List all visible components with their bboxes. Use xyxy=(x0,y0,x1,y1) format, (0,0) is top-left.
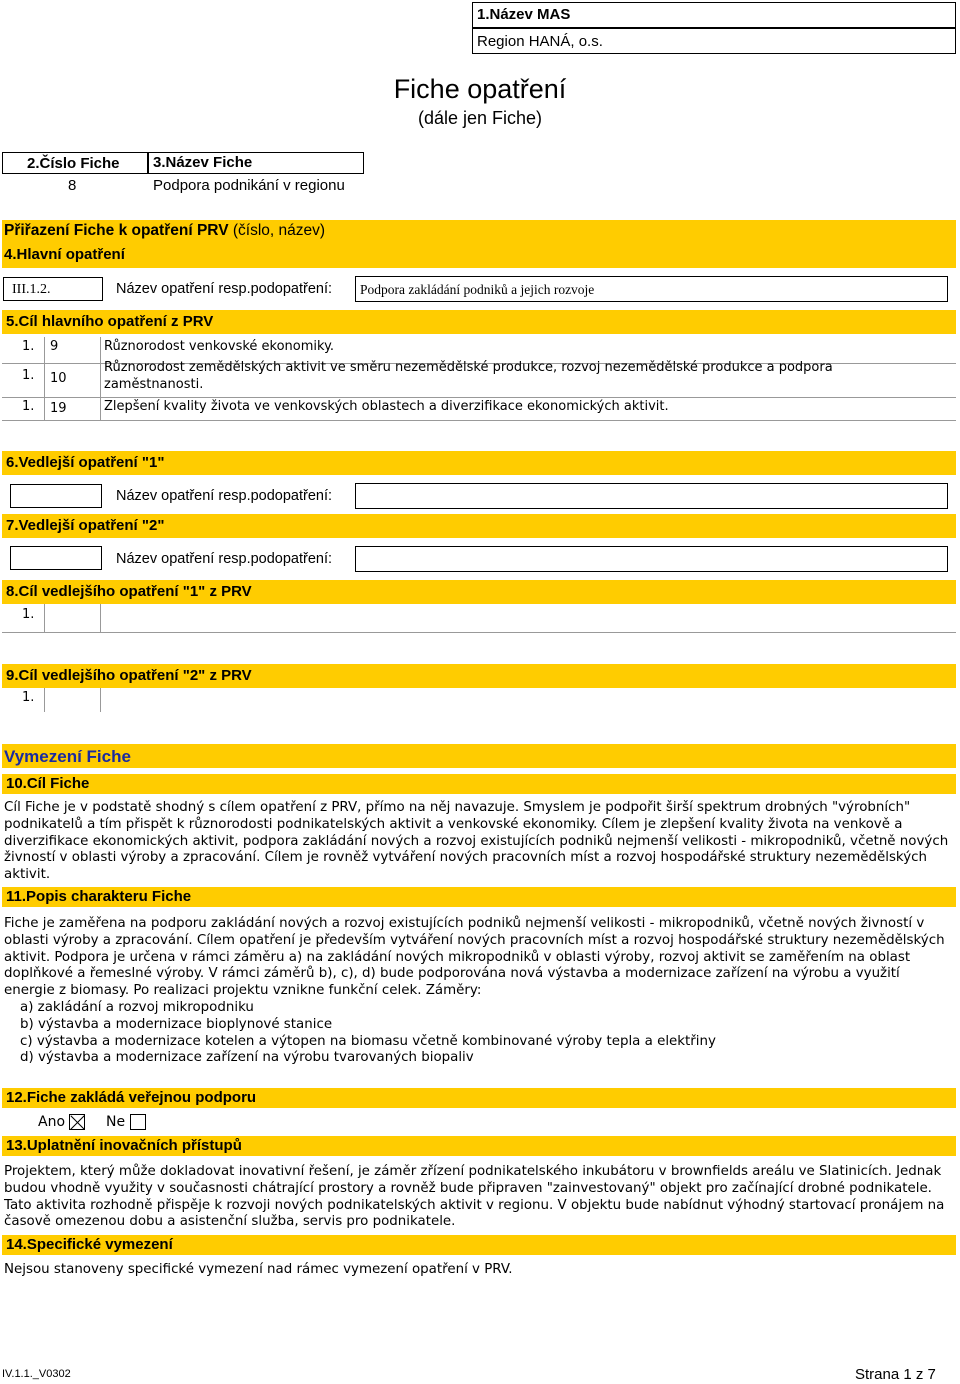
goal-side1-num: 1. xyxy=(22,607,35,622)
goal-main-num: 1. xyxy=(22,368,35,383)
innovation-text: Projektem, který může dokladovat inovativní řešení, je záměr zřízení podnikatelského inkubátoru v brownfields areálu ve Slatinicích. Jednak budou vhodně využity v současnosti chátrající prostory a rovněž bude připraven "zainvestovaný" objekt pro začínající drobné podnikatele. Tato aktivita rozhodně přispěje k rozvoji nových podnikatelských aktivit v regionu. V objektu bude nabídnut výhodný startovací pronájem na časově omezenou dobu a asistenční služba, servis pro podnikatele. xyxy=(4,1164,945,1230)
assignment-header xyxy=(2,220,956,244)
goal-text: Cíl Fiche je v podstatě shodný s cílem opatření z PRV, přímo na něj navazuje. Smyslem je podpořit širší spektrum drobných "výrobních" podnikatelů a tím přispět k různorodosti podnikatelských aktivit a venkovské ekonomiky. Cílem je zlepšení kvality života na venkově a diverzifikace ekonomických aktivit, podpora zakládání nových a rozvoj existujících podniků nejmenší velikosti - mikropodniků, včetně nových živností v oblasti výroby a zpracování. Cílem je rovněž vytváření nových pracovních míst a rozvoj hospodářské struktury nezemědělských aktivit. xyxy=(4,800,949,883)
public-support-label: 12.Fiche zakládá veřejnou podporu xyxy=(2,1088,956,1108)
assignment-title: Přiřazení Fiche k opatření PRV xyxy=(4,222,229,239)
side1-label: 6.Vedlejší opatření "1" xyxy=(2,451,956,475)
character-list-item: c) výstavba a modernizace kotelen a výtopen na biomasu včetně kombinované výroby tepla a elektřiny xyxy=(20,1033,716,1049)
side2-code xyxy=(10,546,102,570)
page-subtitle: (dále jen Fiche) xyxy=(417,108,543,128)
side2-name-label: Název opatření resp.podopatření: xyxy=(116,551,333,567)
mas-value: Region HANÁ, o.s. xyxy=(472,28,956,54)
page-title: Fiche opatření xyxy=(393,74,567,104)
goal-main-label: 5.Cíl hlavního opatření z PRV xyxy=(2,310,956,334)
main-measure-name: Podpora zakládání podniků a jejich rozvoje xyxy=(355,276,948,302)
goal-side1-label: 8.Cíl vedlejšího opatření "1" z PRV xyxy=(2,580,956,604)
public-support-no-checkbox[interactable] xyxy=(130,1114,146,1130)
goal-side2-num: 1. xyxy=(22,690,35,705)
goal-side2-label: 9.Cíl vedlejšího opatření "2" z PRV xyxy=(2,664,956,688)
definition-heading: Vymezení Fiche xyxy=(4,747,131,766)
side1-name xyxy=(355,483,948,509)
main-measure-code: III.1.2. xyxy=(3,277,103,301)
side1-name-label: Název opatření resp.podopatření: xyxy=(116,488,333,504)
goal-main-text: Různorodost zemědělských aktivit ve směru nezemědělské produkce, rozvoj nezemědělské produkce a podpora zaměstnanosti. xyxy=(104,360,833,392)
footer-page: Strana 1 z 7 xyxy=(855,1366,936,1383)
side2-label: 7.Vedlejší opatření "2" xyxy=(2,514,956,538)
specific-text: Nejsou stanoveny specifické vymezení nad rámec vymezení opatření v PRV. xyxy=(4,1262,513,1277)
character-list-item: b) výstavba a modernizace bioplynové stanice xyxy=(20,1016,333,1032)
goal-main-code: 10 xyxy=(50,371,67,386)
goal-main-num: 1. xyxy=(22,399,35,414)
public-support-yes-checkbox[interactable] xyxy=(69,1114,85,1130)
character-text xyxy=(4,916,954,1067)
main-measure-name-label: Název opatření resp.podopatření: xyxy=(116,281,333,297)
goal-main-row xyxy=(0,397,960,420)
goal-main-text: Zlepšení kvality života ve venkovských oblastech a diverzifikace ekonomických aktivit. xyxy=(104,399,669,414)
fiche-number-label: 2.Číslo Fiche xyxy=(2,152,148,174)
character-list-item: a) zakládání a rozvoj mikropodniku xyxy=(20,999,254,1015)
mas-label: 1.Název MAS xyxy=(472,2,956,28)
goal-main-code: 9 xyxy=(50,339,59,354)
assignment-suffix: (číslo, název) xyxy=(228,222,326,239)
innovation-label: 13.Uplatnění inovačních přístupů xyxy=(2,1136,956,1156)
character-paragraph: Fiche je zaměřena na podporu zakládání nových a rozvoj existujících podniků nejmenší velikosti - mikropodniků, včetně nových živností v oblasti výroby a zpracování. Cílem opatření je především vytváření nových pracovních míst a rozvoj hospodářské struktury nezemědělských aktivit. Podpora je určena v rámci záměru a) na zakládání nových mikropodniků v oblasti výroby, rozvoj aktivit se zaměřením na oblast doplňkové a řemeslné výroby. V rámci záměrů b), c), d) bude podporována nová výstavba a modernizace zařízení na výrobu a využití energie z biomasy. Po realizaci projektu vznikne funkční celek. Záměry: xyxy=(4,916,945,999)
public-support-yes-label: Ano xyxy=(38,1114,66,1130)
side2-name xyxy=(355,546,948,572)
character-label: 11.Popis charakteru Fiche xyxy=(2,887,956,907)
fiche-name-label: 3.Název Fiche xyxy=(148,152,364,174)
fiche-number: 8 xyxy=(68,177,77,194)
goal-side2-row xyxy=(0,688,960,714)
goal-main-text: Různorodost venkovské ekonomiky. xyxy=(104,339,335,354)
goal-label: 10.Cíl Fiche xyxy=(2,774,956,794)
public-support-no-label: Ne xyxy=(106,1114,126,1130)
character-list-item: d) výstavba a modernizace zařízení na výrobu tvarovaných biopaliv xyxy=(20,1050,474,1066)
main-measure-label: 4.Hlavní opatření xyxy=(2,244,956,268)
goal-side1-row xyxy=(0,604,960,634)
goal-main-code: 19 xyxy=(50,401,67,416)
fiche-name: Podpora podnikání v regionu xyxy=(153,177,345,194)
side1-code xyxy=(10,484,102,508)
goal-main-row xyxy=(0,360,960,397)
footer-code: IV.1.1._V0302 xyxy=(2,1368,71,1380)
specific-label: 14.Specifické vymezení xyxy=(2,1235,956,1255)
definition-header xyxy=(2,744,956,768)
goal-main-table xyxy=(0,337,960,421)
goal-main-num: 1. xyxy=(22,339,35,354)
